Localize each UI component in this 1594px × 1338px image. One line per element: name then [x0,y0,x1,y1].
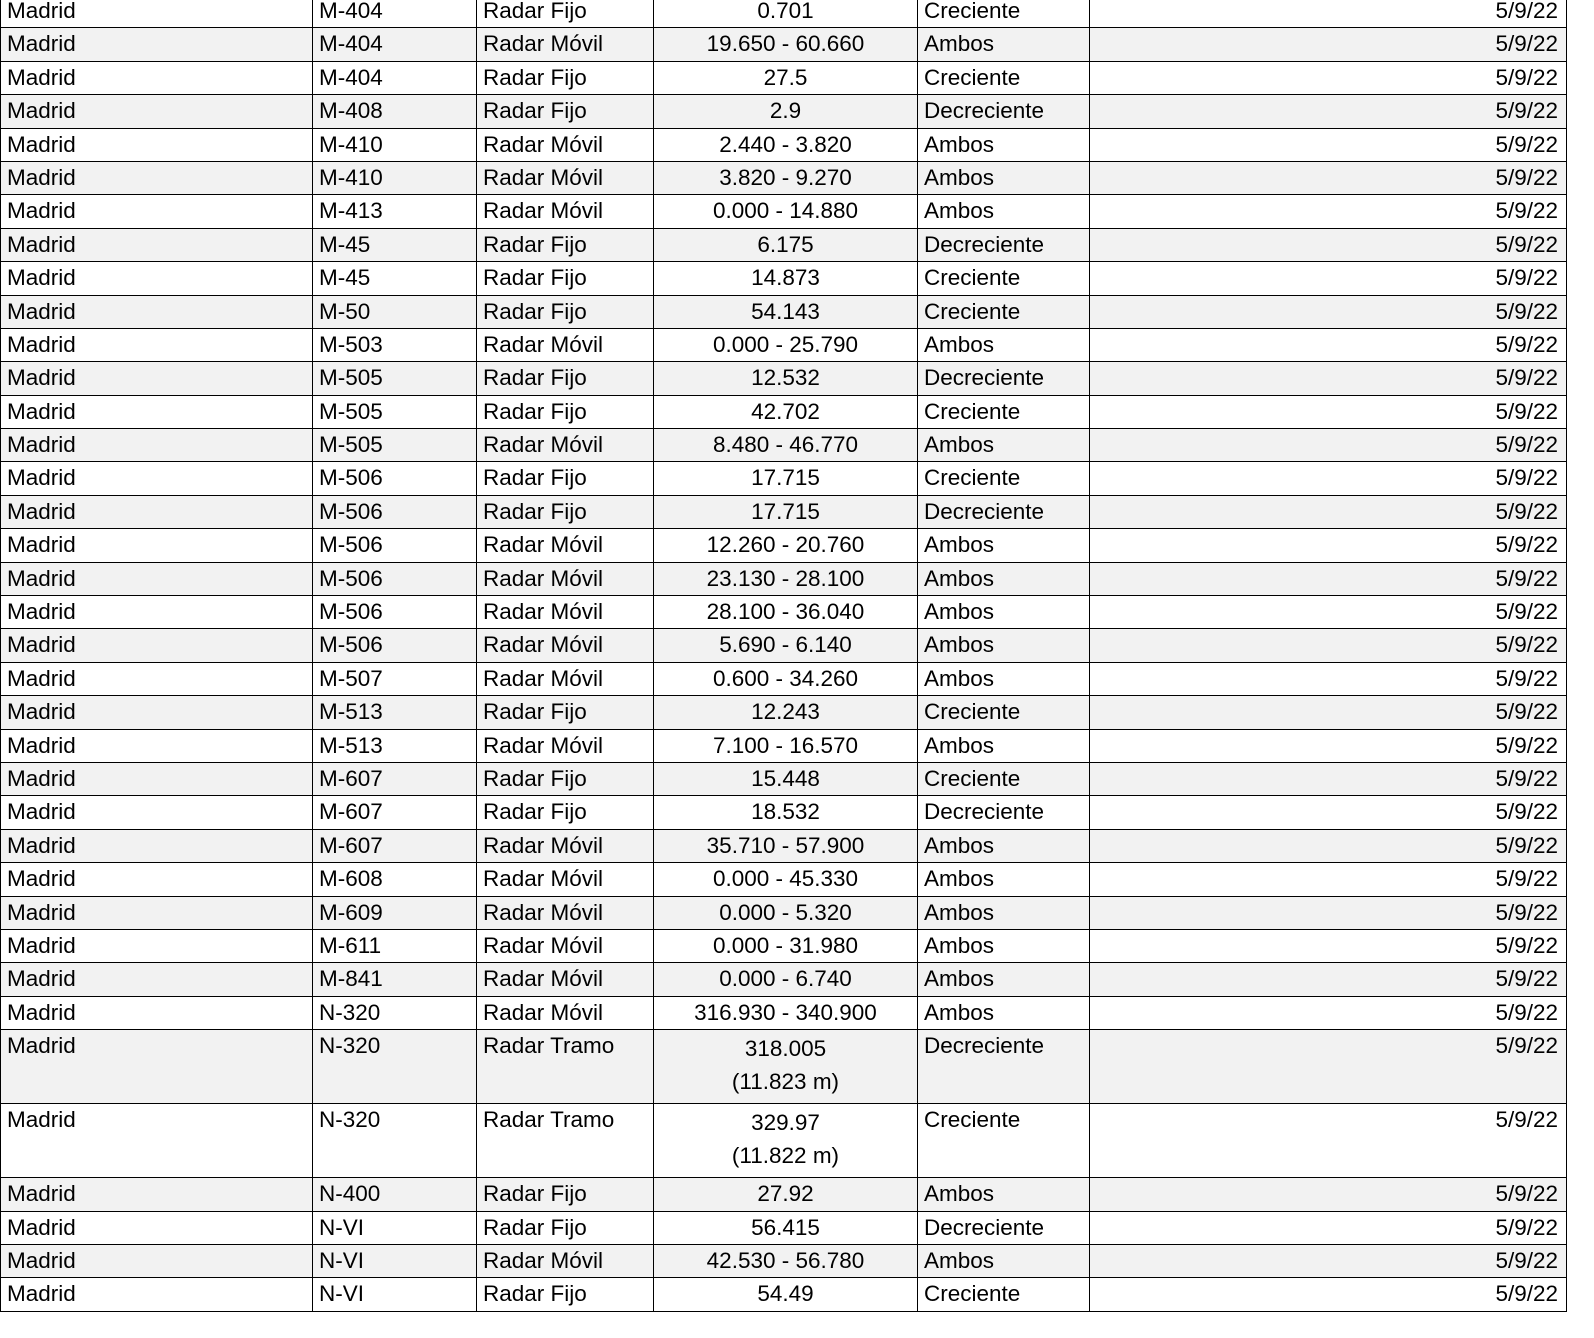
province-cell[interactable]: Madrid [1,896,313,929]
direction-cell[interactable]: Ambos [918,629,1090,662]
pk-cell[interactable]: 12.260 - 20.760 [654,529,918,562]
province-cell[interactable]: Madrid [1,228,313,261]
road-cell[interactable]: M-503 [313,328,477,361]
table-row [1,929,1567,962]
radar-type-cell[interactable]: Radar Fijo [477,696,654,729]
direction-cell[interactable]: Decreciente [918,1211,1090,1244]
road-cell[interactable]: N-320 [313,1030,477,1104]
road-cell[interactable]: M-404 [313,28,477,61]
date-cell[interactable]: 5/9/22 [1090,1211,1567,1244]
direction-cell[interactable]: Ambos [918,896,1090,929]
date-cell[interactable]: 5/9/22 [1090,161,1567,194]
pk-cell[interactable]: 0.000 - 25.790 [654,328,918,361]
province-cell[interactable]: Madrid [1,1030,313,1104]
radar-type-cell[interactable]: Radar Móvil [477,829,654,862]
road-cell[interactable]: M-410 [313,161,477,194]
date-cell[interactable]: 5/9/22 [1090,796,1567,829]
radar-type-cell[interactable]: Radar Fijo [477,295,654,328]
direction-cell[interactable]: Ambos [918,1244,1090,1277]
date-cell[interactable]: 5/9/22 [1090,228,1567,261]
pk-length: (11.822 m) [731,1143,840,1169]
direction-cell[interactable]: Ambos [918,929,1090,962]
road-cell[interactable]: M-609 [313,896,477,929]
pk-cell[interactable]: 0.701 [654,0,918,28]
table-row [1,829,1567,862]
radar-type-cell[interactable]: Radar Móvil [477,896,654,929]
table-row [1,629,1567,662]
pk-cell[interactable]: 12.532 [654,362,918,395]
radar-type-cell[interactable]: Radar Tramo [477,1104,654,1178]
date-cell[interactable]: 5/9/22 [1090,829,1567,862]
radar-type-cell[interactable]: Radar Móvil [477,629,654,662]
direction-cell[interactable]: Ambos [918,1178,1090,1211]
province-cell[interactable]: Madrid [1,863,313,896]
road-cell[interactable]: M-404 [313,61,477,94]
radar-type-cell[interactable]: Radar Fijo [477,462,654,495]
table-row [1,596,1567,629]
pk-cell[interactable]: 3.820 - 9.270 [654,161,918,194]
road-cell[interactable]: N-VI [313,1278,477,1311]
pk-cell[interactable]: 0.000 - 6.740 [654,963,918,996]
radar-type-cell[interactable]: Radar Móvil [477,28,654,61]
direction-cell[interactable]: Creciente [918,1104,1090,1178]
date-cell[interactable]: 5/9/22 [1090,61,1567,94]
road-cell[interactable]: M-506 [313,562,477,595]
radar-type-cell[interactable]: Radar Móvil [477,529,654,562]
date-cell[interactable]: 5/9/22 [1090,529,1567,562]
pk-cell[interactable]: 19.650 - 60.660 [654,28,918,61]
direction-cell[interactable]: Ambos [918,596,1090,629]
pk-cell[interactable]: 6.175 [654,228,918,261]
pk-value: 329.97 [751,1110,820,1136]
date-cell[interactable]: 5/9/22 [1090,495,1567,528]
direction-cell[interactable]: Decreciente [918,1030,1090,1104]
direction-cell[interactable]: Ambos [918,729,1090,762]
table-row [1,328,1567,361]
date-cell[interactable]: 5/9/22 [1090,863,1567,896]
direction-cell[interactable]: Ambos [918,863,1090,896]
province-cell[interactable]: Madrid [1,562,313,595]
date-cell[interactable]: 5/9/22 [1090,128,1567,161]
road-cell[interactable]: N-400 [313,1178,477,1211]
province-cell[interactable]: Madrid [1,328,313,361]
date-cell[interactable]: 5/9/22 [1090,696,1567,729]
province-cell[interactable]: Madrid [1,195,313,228]
date-cell[interactable]: 5/9/22 [1090,429,1567,462]
pk-cell[interactable]: 0.000 - 45.330 [654,863,918,896]
province-cell[interactable]: Madrid [1,1178,313,1211]
radar-type-cell[interactable]: Radar Móvil [477,1244,654,1277]
table-row [1,1030,1567,1104]
pk-cell[interactable]: 35.710 - 57.900 [654,829,918,862]
province-cell[interactable]: Madrid [1,596,313,629]
pk-cell[interactable]: 2.440 - 3.820 [654,128,918,161]
radar-type-cell[interactable]: Radar Móvil [477,963,654,996]
road-cell[interactable]: M-506 [313,495,477,528]
province-cell[interactable]: Madrid [1,1244,313,1277]
date-cell[interactable]: 5/9/22 [1090,262,1567,295]
radar-type-cell[interactable]: Radar Móvil [477,429,654,462]
table-row [1,896,1567,929]
date-cell[interactable]: 5/9/22 [1090,996,1567,1029]
province-cell[interactable]: Madrid [1,262,313,295]
direction-cell[interactable]: Creciente [918,295,1090,328]
date-cell[interactable]: 5/9/22 [1090,896,1567,929]
pk-cell[interactable]: 56.415 [654,1211,918,1244]
province-cell[interactable]: Madrid [1,1211,313,1244]
radar-type-cell[interactable]: Radar Fijo [477,762,654,795]
province-cell[interactable]: Madrid [1,0,313,28]
direction-cell[interactable]: Ambos [918,996,1090,1029]
table-row [1,61,1567,94]
road-cell[interactable]: N-VI [313,1244,477,1277]
direction-cell[interactable]: Creciente [918,262,1090,295]
table-row [1,462,1567,495]
province-cell[interactable]: Madrid [1,429,313,462]
road-cell[interactable]: M-607 [313,762,477,795]
radar-type-cell[interactable]: Radar Fijo [477,95,654,128]
road-cell[interactable]: M-413 [313,195,477,228]
province-cell[interactable]: Madrid [1,462,313,495]
direction-cell[interactable]: Ambos [918,429,1090,462]
radar-type-cell[interactable]: Radar Fijo [477,796,654,829]
direction-cell[interactable]: Ambos [918,328,1090,361]
table-row [1,696,1567,729]
pk-value: 318.005 [744,1036,827,1062]
table-row [1,195,1567,228]
road-cell[interactable]: M-506 [313,529,477,562]
date-cell[interactable]: 5/9/22 [1090,1104,1567,1178]
pk-cell[interactable]: 14.873 [654,262,918,295]
date-cell[interactable]: 5/9/22 [1090,328,1567,361]
province-cell[interactable]: Madrid [1,929,313,962]
date-cell[interactable]: 5/9/22 [1090,1178,1567,1211]
direction-cell[interactable]: Ambos [918,529,1090,562]
radar-type-cell[interactable]: Radar Fijo [477,228,654,261]
radar-type-cell[interactable]: Radar Móvil [477,863,654,896]
radar-type-cell[interactable]: Radar Móvil [477,128,654,161]
road-cell[interactable]: M-505 [313,395,477,428]
radar-type-cell[interactable]: Radar Fijo [477,262,654,295]
pk-cell[interactable]: 28.100 - 36.040 [654,596,918,629]
road-cell[interactable]: M-50 [313,295,477,328]
road-cell[interactable]: M-45 [313,228,477,261]
road-cell[interactable]: M-611 [313,929,477,962]
pk-cell[interactable]: 17.715 [654,462,918,495]
date-cell[interactable]: 5/9/22 [1090,462,1567,495]
table-row [1,1211,1567,1244]
province-cell[interactable]: Madrid [1,529,313,562]
date-cell[interactable]: 5/9/22 [1090,929,1567,962]
table-row [1,128,1567,161]
radar-type-cell[interactable]: Radar Fijo [477,1211,654,1244]
direction-cell[interactable]: Ambos [918,562,1090,595]
direction-cell[interactable]: Ambos [918,195,1090,228]
table-row [1,295,1567,328]
radar-type-cell[interactable]: Radar Móvil [477,996,654,1029]
province-cell[interactable]: Madrid [1,729,313,762]
province-cell[interactable]: Madrid [1,629,313,662]
pk-cell[interactable]: 316.930 - 340.900 [654,996,918,1029]
road-cell[interactable]: N-320 [313,996,477,1029]
pk-cell[interactable]: 15.448 [654,762,918,795]
table-row [1,262,1567,295]
pk-cell[interactable]: 0.600 - 34.260 [654,662,918,695]
province-cell[interactable]: Madrid [1,28,313,61]
date-cell[interactable]: 5/9/22 [1090,596,1567,629]
pk-cell[interactable]: 8.480 - 46.770 [654,429,918,462]
road-cell[interactable]: M-506 [313,596,477,629]
province-cell[interactable]: Madrid [1,696,313,729]
pk-cell[interactable]: 12.243 [654,696,918,729]
table-row [1,362,1567,395]
pk-cell[interactable]: 2.9 [654,95,918,128]
province-cell[interactable]: Madrid [1,295,313,328]
road-cell[interactable]: M-410 [313,128,477,161]
table-row [1,0,1567,28]
radar-type-cell[interactable]: Radar Fijo [477,1178,654,1211]
province-cell[interactable]: Madrid [1,362,313,395]
pk-cell[interactable] [654,1030,918,1104]
pk-cell[interactable]: 54.143 [654,295,918,328]
radar-type-cell[interactable]: Radar Fijo [477,395,654,428]
province-cell[interactable]: Madrid [1,963,313,996]
province-cell[interactable]: Madrid [1,662,313,695]
radar-type-cell[interactable]: Radar Tramo [477,1030,654,1104]
pk-cell[interactable]: 0.000 - 14.880 [654,195,918,228]
direction-cell[interactable]: Ambos [918,161,1090,194]
province-cell[interactable]: Madrid [1,796,313,829]
radar-type-cell[interactable]: Radar Móvil [477,729,654,762]
direction-cell[interactable]: Creciente [918,762,1090,795]
date-cell[interactable]: 5/9/22 [1090,1030,1567,1104]
radar-type-cell[interactable]: Radar Móvil [477,328,654,361]
radar-type-cell[interactable]: Radar Móvil [477,929,654,962]
table-row [1,863,1567,896]
road-cell[interactable]: N-320 [313,1104,477,1178]
date-cell[interactable]: 5/9/22 [1090,1278,1567,1311]
road-cell[interactable]: N-VI [313,1211,477,1244]
direction-cell[interactable]: Decreciente [918,796,1090,829]
province-cell[interactable]: Madrid [1,61,313,94]
radar-type-cell[interactable]: Radar Móvil [477,562,654,595]
radar-type-cell[interactable]: Radar Fijo [477,0,654,28]
road-cell[interactable]: M-608 [313,863,477,896]
direction-cell[interactable]: Creciente [918,462,1090,495]
pk-cell[interactable]: 18.532 [654,796,918,829]
pk-cell[interactable]: 7.100 - 16.570 [654,729,918,762]
direction-cell[interactable]: Creciente [918,61,1090,94]
province-cell[interactable]: Madrid [1,95,313,128]
pk-cell[interactable]: 0.000 - 31.980 [654,929,918,962]
table-row [1,796,1567,829]
province-cell[interactable]: Madrid [1,762,313,795]
direction-cell[interactable]: Decreciente [918,95,1090,128]
table-row [1,1278,1567,1311]
table-row [1,729,1567,762]
date-cell[interactable]: 5/9/22 [1090,562,1567,595]
pk-cell[interactable]: 27.5 [654,61,918,94]
table-row [1,762,1567,795]
table-row [1,495,1567,528]
table-row [1,963,1567,996]
table-row [1,996,1567,1029]
province-cell[interactable]: Madrid [1,829,313,862]
road-cell[interactable]: M-507 [313,662,477,695]
pk-length: (11.823 m) [731,1069,840,1095]
direction-cell[interactable]: Creciente [918,0,1090,28]
direction-cell[interactable]: Ambos [918,128,1090,161]
radar-type-cell[interactable]: Radar Fijo [477,362,654,395]
date-cell[interactable]: 5/9/22 [1090,95,1567,128]
date-cell[interactable]: 5/9/22 [1090,28,1567,61]
date-cell[interactable]: 5/9/22 [1090,629,1567,662]
road-cell[interactable]: M-505 [313,362,477,395]
road-cell[interactable]: M-505 [313,429,477,462]
province-cell[interactable]: Madrid [1,1278,313,1311]
date-cell[interactable]: 5/9/22 [1090,963,1567,996]
road-cell[interactable]: M-45 [313,262,477,295]
direction-cell[interactable]: Decreciente [918,362,1090,395]
pk-cell[interactable]: 42.530 - 56.780 [654,1244,918,1277]
road-cell[interactable]: M-408 [313,95,477,128]
province-cell[interactable]: Madrid [1,161,313,194]
pk-cell[interactable]: 17.715 [654,495,918,528]
date-cell[interactable]: 5/9/22 [1090,295,1567,328]
pk-cell[interactable]: 5.690 - 6.140 [654,629,918,662]
direction-cell[interactable]: Ambos [918,963,1090,996]
table-row [1,1244,1567,1277]
date-cell[interactable]: 5/9/22 [1090,662,1567,695]
radar-type-cell[interactable]: Radar Móvil [477,195,654,228]
radar-type-cell[interactable]: Radar Fijo [477,495,654,528]
road-cell[interactable]: M-506 [313,629,477,662]
direction-cell[interactable]: Ambos [918,662,1090,695]
road-cell[interactable]: M-607 [313,829,477,862]
road-cell[interactable]: M-841 [313,963,477,996]
table-row [1,562,1567,595]
road-cell[interactable]: M-404 [313,0,477,28]
direction-cell[interactable]: Decreciente [918,495,1090,528]
pk-cell[interactable] [654,1104,918,1178]
pk-cell[interactable]: 54.49 [654,1278,918,1311]
pk-cell[interactable]: 42.702 [654,395,918,428]
radar-type-cell[interactable]: Radar Fijo [477,61,654,94]
table-row [1,395,1567,428]
province-cell[interactable]: Madrid [1,495,313,528]
date-cell[interactable]: 5/9/22 [1090,195,1567,228]
table-row [1,662,1567,695]
road-cell[interactable]: M-513 [313,729,477,762]
date-cell[interactable]: 5/9/22 [1090,0,1567,28]
direction-cell[interactable]: Creciente [918,395,1090,428]
radar-table-body [1,0,1567,1311]
table-row [1,28,1567,61]
date-cell[interactable]: 5/9/22 [1090,395,1567,428]
direction-cell[interactable]: Ambos [918,829,1090,862]
province-cell[interactable]: Madrid [1,1104,313,1178]
table-row [1,429,1567,462]
road-cell[interactable]: M-607 [313,796,477,829]
radar-type-cell[interactable]: Radar Móvil [477,662,654,695]
radar-type-cell[interactable]: Radar Móvil [477,596,654,629]
direction-cell[interactable]: Ambos [918,28,1090,61]
table-row [1,228,1567,261]
road-cell[interactable]: M-506 [313,462,477,495]
province-cell[interactable]: Madrid [1,128,313,161]
table-row [1,1178,1567,1211]
pk-cell[interactable]: 0.000 - 5.320 [654,896,918,929]
date-cell[interactable]: 5/9/22 [1090,1244,1567,1277]
pk-cell[interactable]: 27.92 [654,1178,918,1211]
radar-type-cell[interactable]: Radar Fijo [477,1278,654,1311]
date-cell[interactable]: 5/9/22 [1090,362,1567,395]
road-cell[interactable]: M-513 [313,696,477,729]
table-row [1,529,1567,562]
direction-cell[interactable]: Creciente [918,1278,1090,1311]
province-cell[interactable]: Madrid [1,996,313,1029]
pk-cell[interactable]: 23.130 - 28.100 [654,562,918,595]
date-cell[interactable]: 5/9/22 [1090,762,1567,795]
table-row [1,161,1567,194]
direction-cell[interactable]: Creciente [918,696,1090,729]
table-row [1,1104,1567,1178]
province-cell[interactable]: Madrid [1,395,313,428]
table-row [1,95,1567,128]
direction-cell[interactable]: Decreciente [918,228,1090,261]
date-cell[interactable]: 5/9/22 [1090,729,1567,762]
radar-type-cell[interactable]: Radar Móvil [477,161,654,194]
